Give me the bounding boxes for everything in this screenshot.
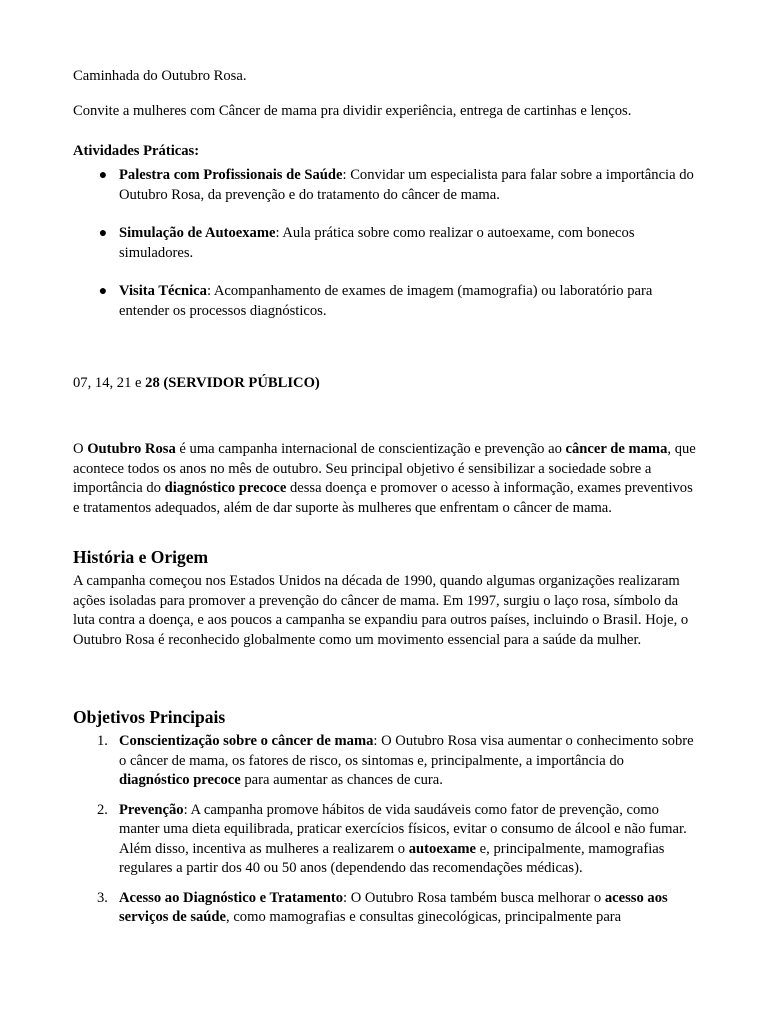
intro-line-1: Caminhada do Outubro Rosa. [73, 68, 247, 84]
objective-bold: acesso aos serviços de saúde [119, 889, 668, 925]
list-item [73, 801, 698, 879]
objectives-heading: Objetivos Principais [73, 707, 226, 727]
about-text: dessa doença e promover o acesso à informação, exames preventivos e tratamentos adequados, além de dar suporte às mulheres que enfrentam o câncer de mama. [73, 480, 693, 516]
list-marker: 3. [97, 889, 108, 906]
activity-title: Visita Técnica [119, 283, 207, 299]
about-text: O [73, 441, 88, 457]
activity-text: : Convidar um especialista para falar sobre a importância do Outubro Rosa, da prevenção e do tratamento do câncer de mama. [119, 167, 694, 203]
about-text: , que acontece todos os anos no mês de outubro. Seu principal objetivo é sensibilizar a sociedade sobre a importância do [73, 441, 696, 496]
activity-text: : Aula prática sobre como realizar o autoexame, com bonecos simuladores. [119, 225, 635, 261]
about-bold: câncer de mama [565, 441, 668, 457]
history-heading: História e Origem [73, 547, 209, 567]
activities-heading: Atividades Práticas: [73, 143, 200, 159]
activity-title: Simulação de Autoexame [119, 225, 276, 241]
objective-title: Conscientização sobre o câncer de mama [119, 733, 374, 749]
about-paragraph [73, 440, 698, 518]
about-bold: Outubro Rosa [87, 441, 176, 457]
objective-title: Prevenção [119, 801, 184, 818]
list-item [73, 282, 698, 321]
objective-bold: diagnóstico precoce [119, 772, 241, 788]
about-bold: diagnóstico precoce [164, 480, 287, 496]
dates-line [73, 374, 698, 394]
objective-text: , como mamografias e consultas ginecológicas, principalmente para [226, 909, 622, 925]
about-text: é uma campanha internacional de conscientização e prevenção ao [175, 441, 566, 457]
list-item [73, 224, 698, 263]
history-paragraph: A campanha começou nos Estados Unidos na década de 1990, quando algumas organizações realizaram ações isoladas para promover a prevenção do câncer de mama. Em 1997, surgiu o laço rosa, símbolo da luta contra a doença, e aos poucos a campanha se expandiu para outros países, incluindo o Brasil. Hoje, o Outubro Rosa é reconhecido globalmente como um movimento essencial para a saúde da mulher. [73, 573, 689, 648]
objective-text: e, principalmente, mamografias regulares a partir dos 40 ou 50 anos (dependendo das recomendações médicas). [119, 840, 665, 876]
list-item [73, 166, 698, 205]
list-marker: 2. [97, 801, 108, 818]
objective-text: : O Outubro Rosa também busca melhorar o [343, 889, 605, 906]
objective-text: : O Outubro Rosa visa aumentar o conhecimento sobre o câncer de mama, os fatores de risco, os sintomas e, principalmente, a importância do [119, 733, 694, 769]
bullet-icon: ● [98, 284, 108, 299]
bullet-icon: ● [98, 226, 108, 241]
bullet-icon: ● [98, 168, 108, 183]
objective-title: Acesso ao Diagnóstico e Tratamento [119, 889, 344, 906]
list-marker: 1. [97, 733, 108, 749]
dates-bold: 28 (SERVIDOR PÚBLICO) [145, 375, 320, 391]
activity-text: : Acompanhamento de exames de imagem (mamografia) ou laboratório para entender os processos diagnósticos. [119, 283, 653, 319]
activities-list [73, 166, 698, 321]
intro-line-2: Convite a mulheres com Câncer de mama pra dividir experiência, entrega de cartinhas e lenços. [73, 103, 632, 119]
objectives-list [73, 732, 698, 928]
list-item [73, 732, 698, 791]
activity-title: Palestra com Profissionais de Saúde [119, 167, 343, 183]
objective-text: : A campanha promove hábitos de vida saudáveis como fator de prevenção, como manter uma dieta equilibrada, praticar exercícios físicos, evitar o consumo de álcool e não fumar. Além disso, incentiva as mulheres a realizarem o [119, 801, 687, 857]
list-item [73, 889, 698, 928]
objective-bold: autoexame [408, 840, 477, 857]
dates-plain: 07, 14, 21 e [73, 375, 146, 391]
objective-text: para aumentar as chances de cura. [240, 772, 443, 788]
